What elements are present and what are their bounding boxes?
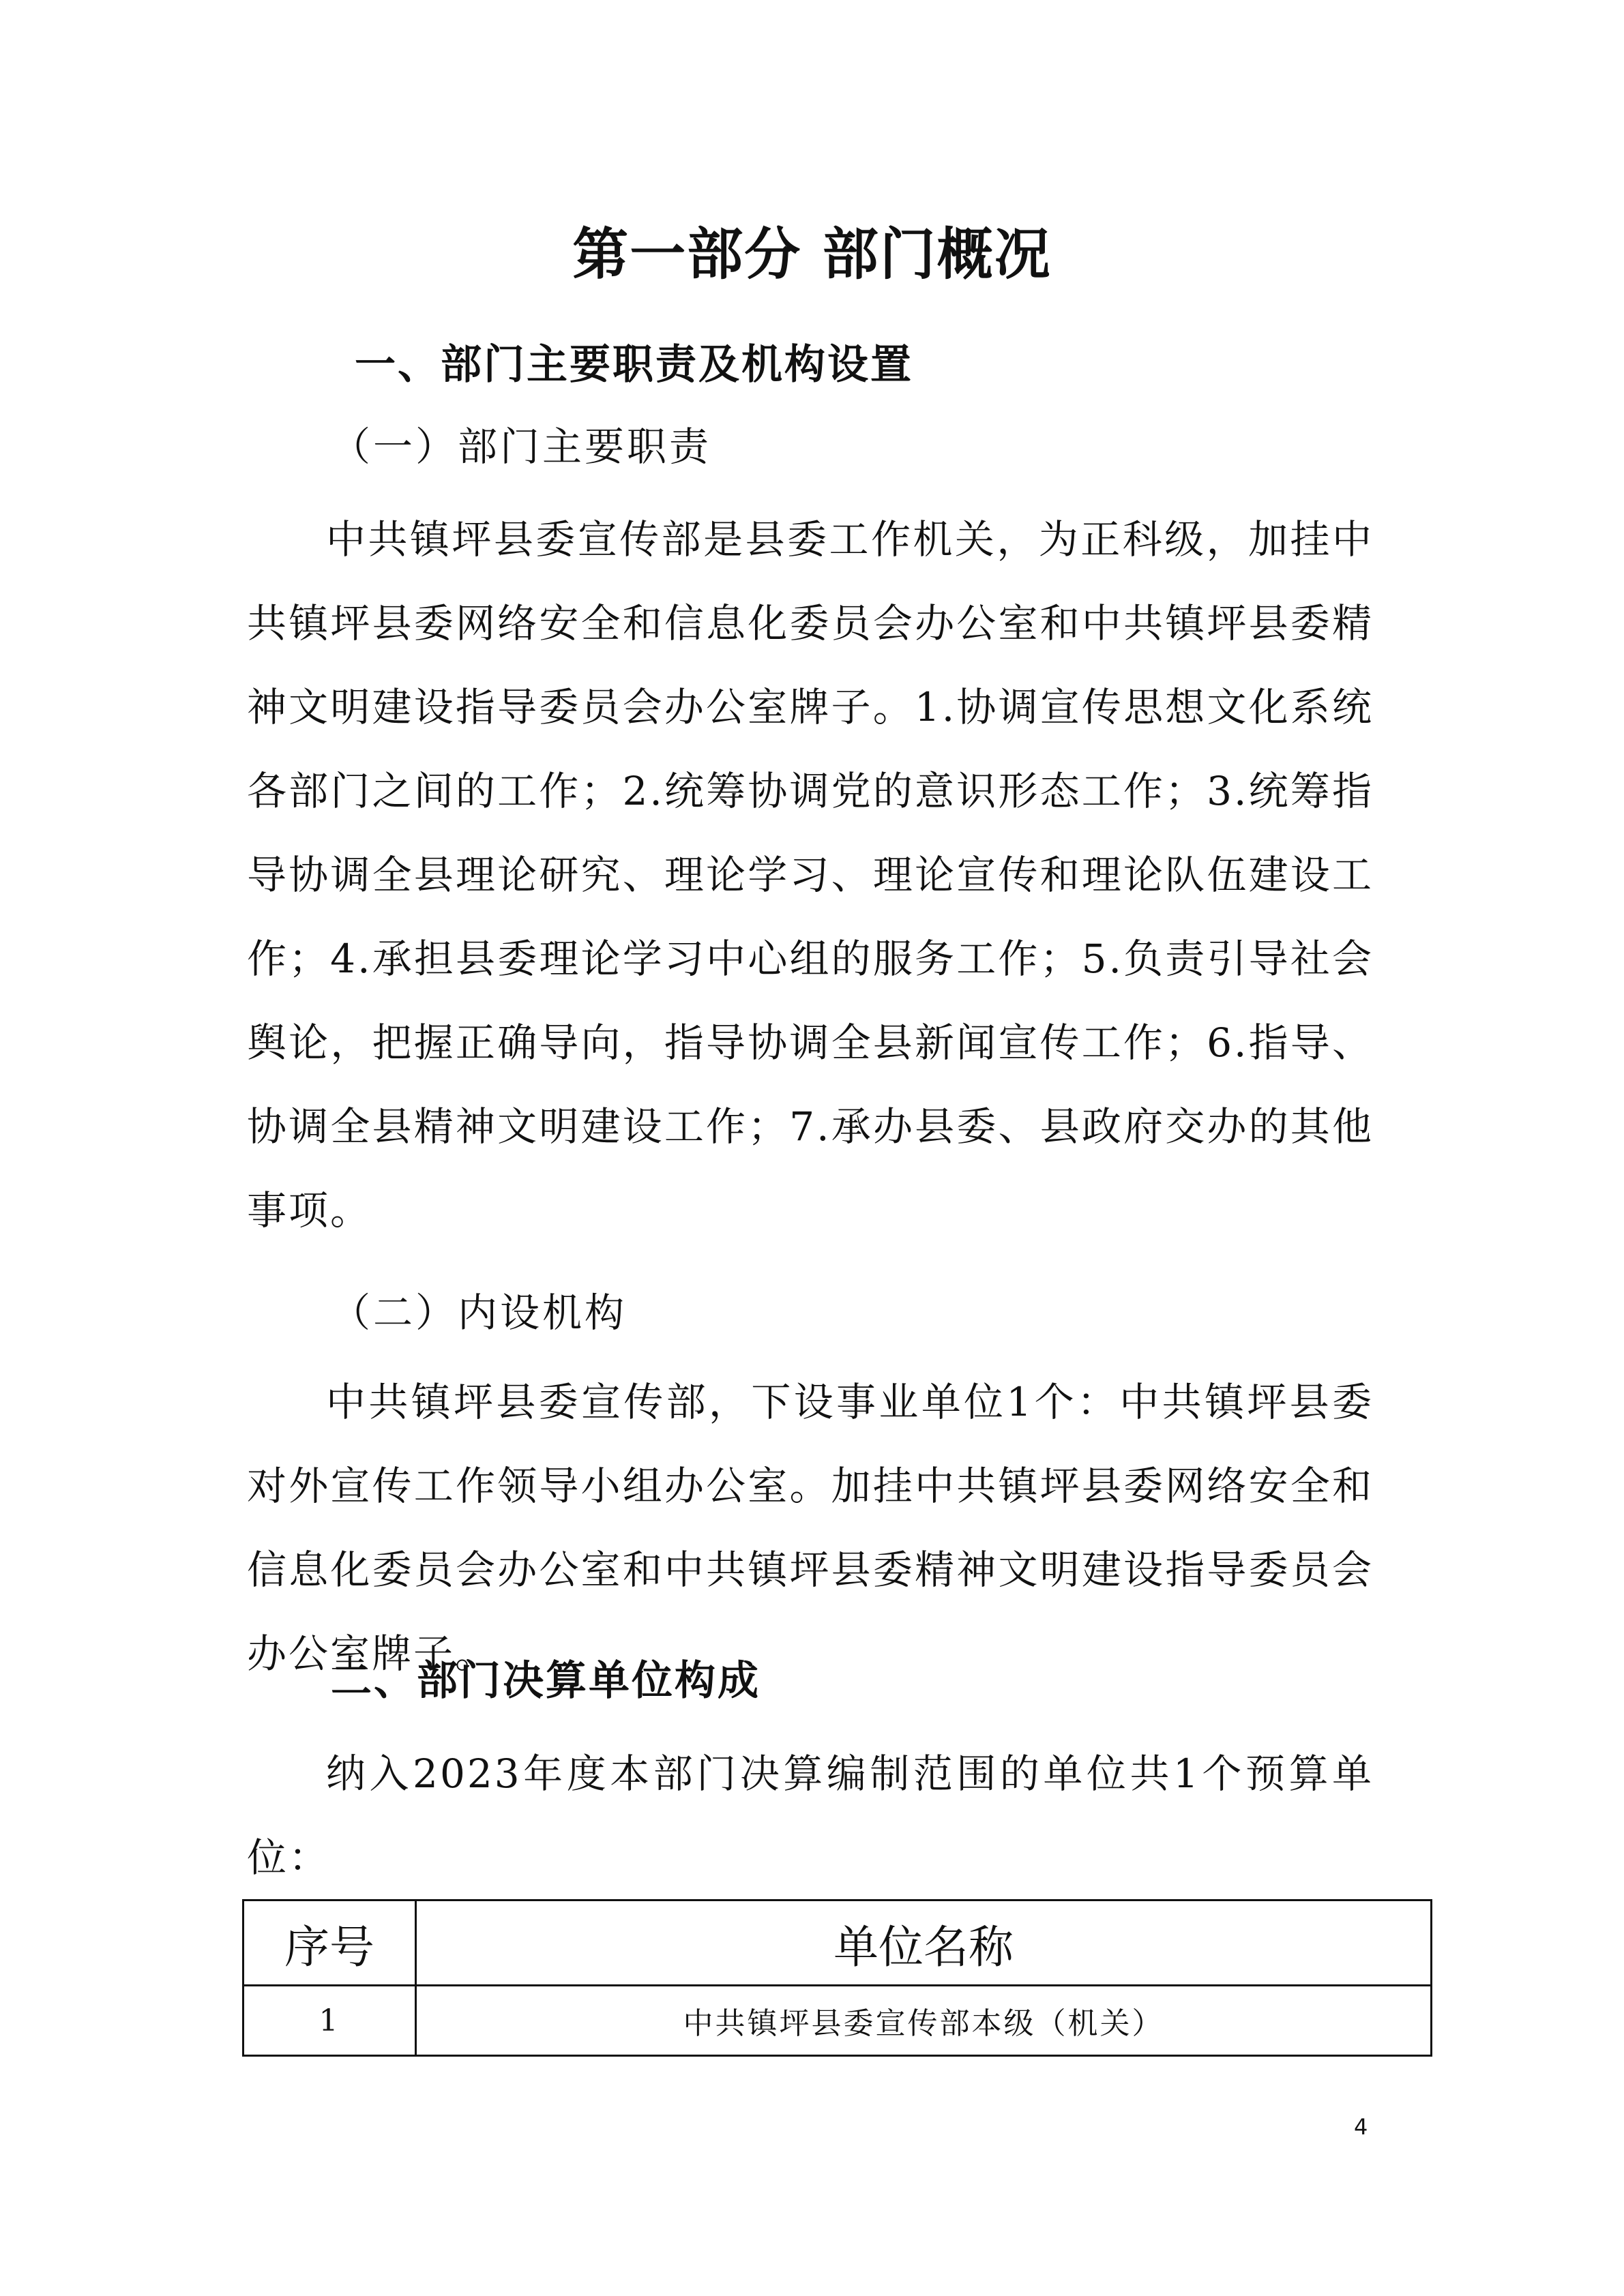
column-header-serial: 序号: [243, 1900, 416, 1986]
cell-unit-name: 中共镇坪县委宣传部本级（机关）: [416, 1986, 1432, 2056]
subsection1-heading: （一）部门主要职责: [331, 423, 712, 470]
section1-heading: 一、部门主要职责及机构设置: [355, 341, 913, 389]
duties-paragraph: 中共镇坪县委宣传部是县委工作机关，为正科级，加挂中共镇坪县委网络安全和信息化委员会办公室和中共镇坪县委精神文明建设指导委员会办公室牌子。1.协调宣传思想文化系统各部门之间的工作；2.统筹协调党的意识形态工作；3.统筹指导协调全县理论研究、理论学习、理论宣传和理论队伍建设工作；4.承担县委理论学习中心组的服务工作；5.负责引导社会舆论，把握正确导向，指导协调全县新闻宣传工作；6.指导、协调全县精神文明建设工作；7.承办县委、县政府交办的其他事项。: [247, 516, 1374, 1234]
units-intro-paragraph: 纳入2023年度本部门决算编制范围的单位共1个预算单位：: [247, 1750, 1374, 1881]
page-title: 第一部分 部门概况: [572, 222, 1052, 287]
cell-serial: 1: [243, 1986, 416, 2056]
table-row: [243, 1986, 1432, 2056]
table-header-row: [243, 1900, 1432, 1986]
page-number: 4: [1354, 2114, 1368, 2140]
units-table: [242, 1899, 1432, 2057]
internal-structure-paragraph: 中共镇坪县委宣传部，下设事业单位1个：中共镇坪县委对外宣传工作领导小组办公室。加挂中共镇坪县委网络安全和信息化委员会办公室和中共镇坪县委精神文明建设指导委员会办公室牌子。: [247, 1379, 1374, 1677]
column-header-unit-name: 单位名称: [416, 1900, 1432, 1986]
subsection2-heading: （二）内设机构: [331, 1289, 628, 1336]
section2-heading: 二、部门决算单位构成: [331, 1657, 761, 1705]
